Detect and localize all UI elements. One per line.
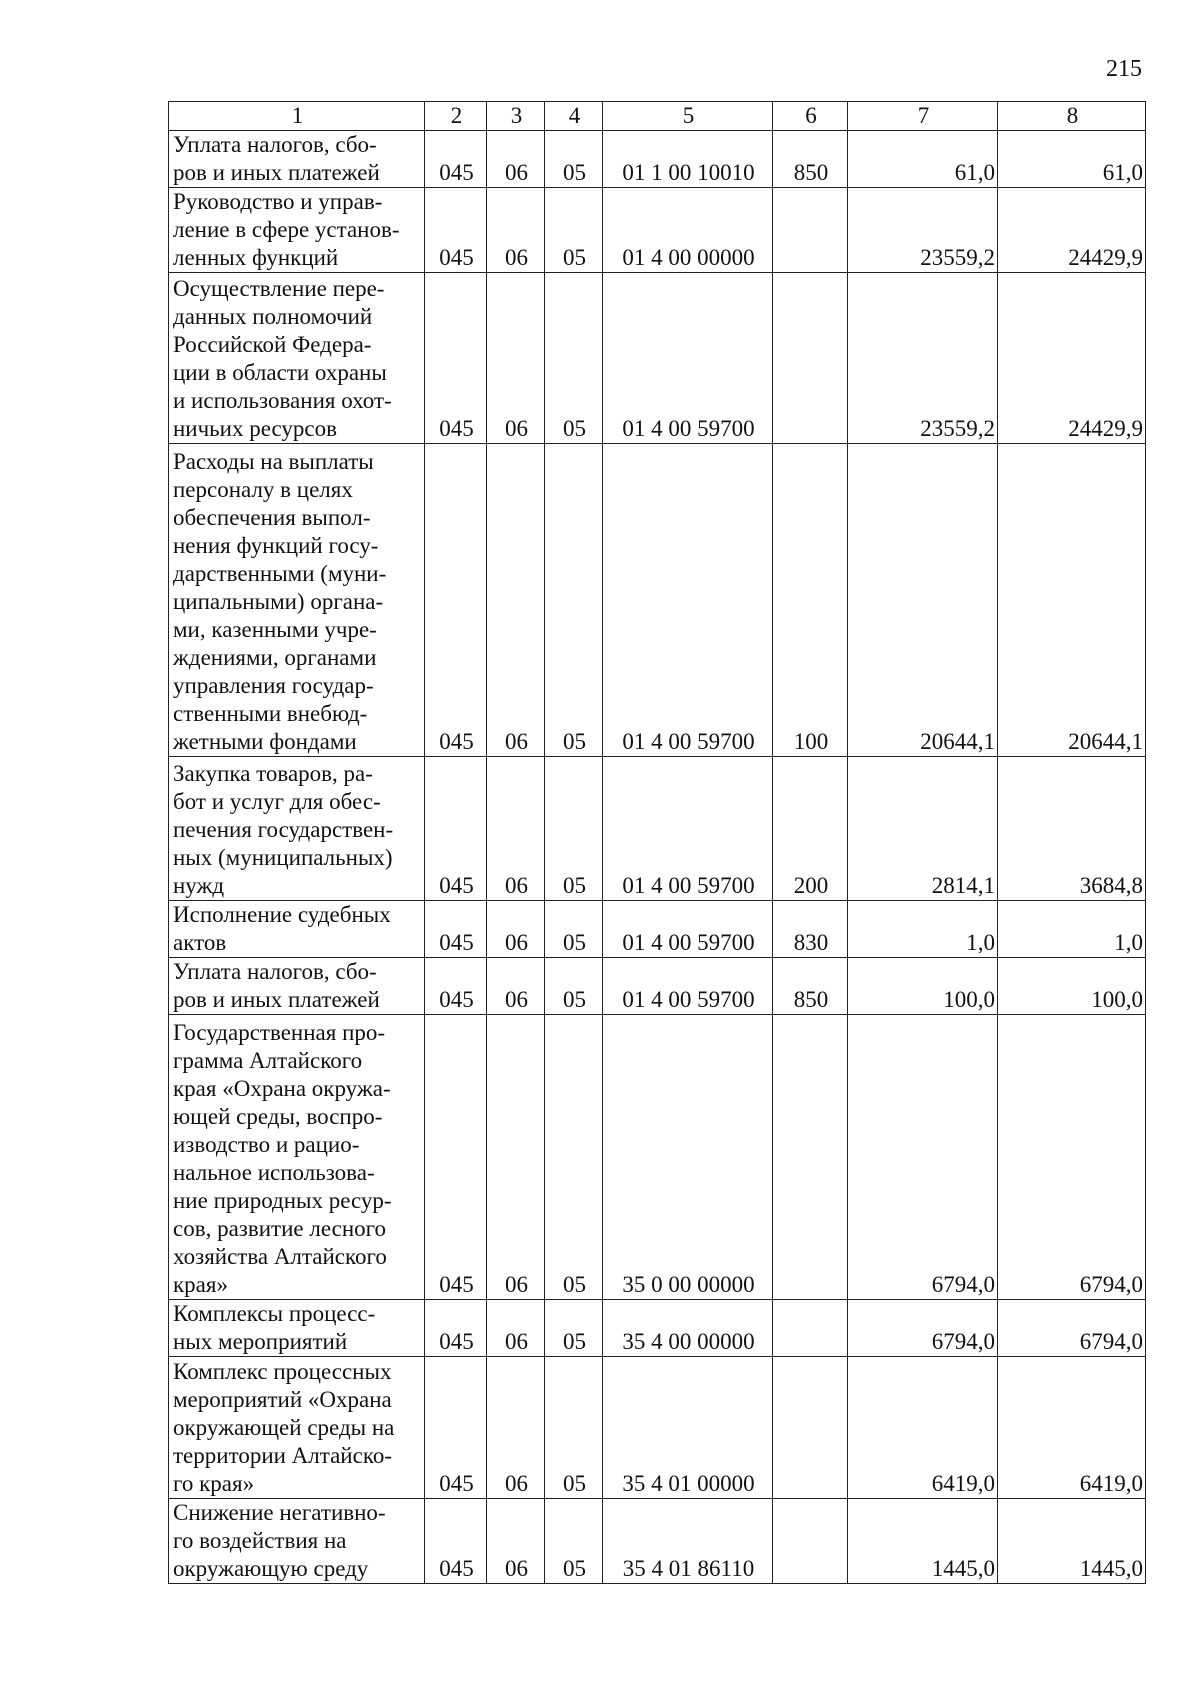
budget-table [168,101,1146,1584]
amount-1: 6794,0 [848,1300,998,1357]
amount-1: 100,0 [848,958,998,1015]
target-code: 35 0 00 00000 [603,1015,773,1300]
section-code: 06 [487,958,545,1015]
subsection-code: 05 [545,188,603,273]
target-code: 01 4 00 59700 [603,273,773,444]
section-code: 06 [487,444,545,757]
subsection-code: 05 [545,273,603,444]
item-name: Государственная про- грамма Алтайского края «Охрана окружа- ющей среды, воспро- изводство и рацио- нальное использова- ние природных ресур- сов, развитие лесного хозяйства Алтайского края» [169,1015,425,1300]
subsection-code: 05 [545,1357,603,1499]
ministry-code: 045 [425,1499,487,1584]
column-header: 3 [487,102,545,131]
amount-2: 61,0 [998,131,1146,188]
amount-2: 100,0 [998,958,1146,1015]
header-row [169,102,1146,131]
page-number: 215 [1106,56,1142,82]
amount-2: 1,0 [998,901,1146,958]
item-name: Расходы на выплаты персоналу в целях обеспечения выпол- нения функций госу- дарственными (муни- ципальными) органа- ми, казенными учре- ждениями, органами управления государ- ственными внебюд- жетными фондами [169,444,425,757]
item-name: Уплата налогов, сбо- ров и иных платежей [169,958,425,1015]
ministry-code: 045 [425,188,487,273]
item-name: Снижение негативно- го воздействия на окружающую среду [169,1499,425,1584]
section-code: 06 [487,131,545,188]
target-code: 35 4 00 00000 [603,1300,773,1357]
table-row [169,444,1146,757]
subsection-code: 05 [545,1499,603,1584]
expense-type-code [773,1300,848,1357]
amount-2: 6794,0 [998,1015,1146,1300]
column-header: 5 [603,102,773,131]
expense-type-code: 830 [773,901,848,958]
amount-2: 20644,1 [998,444,1146,757]
amount-2: 3684,8 [998,757,1146,901]
column-header: 1 [169,102,425,131]
column-header: 8 [998,102,1146,131]
table-row [169,757,1146,901]
subsection-code: 05 [545,1300,603,1357]
target-code: 01 4 00 59700 [603,901,773,958]
table-row [169,273,1146,444]
target-code: 01 4 00 59700 [603,757,773,901]
table-row [169,188,1146,273]
item-name: Уплата налогов, сбо- ров и иных платежей [169,131,425,188]
section-code: 06 [487,757,545,901]
ministry-code: 045 [425,1357,487,1499]
ministry-code: 045 [425,131,487,188]
ministry-code: 045 [425,757,487,901]
subsection-code: 05 [545,131,603,188]
amount-1: 61,0 [848,131,998,188]
section-code: 06 [487,1300,545,1357]
amount-2: 24429,9 [998,273,1146,444]
subsection-code: 05 [545,444,603,757]
section-code: 06 [487,1357,545,1499]
column-header: 6 [773,102,848,131]
column-header: 2 [425,102,487,131]
subsection-code: 05 [545,958,603,1015]
amount-2: 6419,0 [998,1357,1146,1499]
item-name: Закупка товаров, ра- бот и услуг для обес- печения государствен- ных (муниципальных) нужд [169,757,425,901]
subsection-code: 05 [545,757,603,901]
amount-1: 1,0 [848,901,998,958]
ministry-code: 045 [425,958,487,1015]
expense-type-code [773,1499,848,1584]
target-code: 35 4 01 00000 [603,1357,773,1499]
target-code: 01 1 00 10010 [603,131,773,188]
table-row [169,958,1146,1015]
ministry-code: 045 [425,273,487,444]
expense-type-code [773,1015,848,1300]
amount-1: 20644,1 [848,444,998,757]
item-name: Комплексы процесс- ных мероприятий [169,1300,425,1357]
amount-1: 2814,1 [848,757,998,901]
amount-1: 1445,0 [848,1499,998,1584]
ministry-code: 045 [425,901,487,958]
table-row [169,1499,1146,1584]
table-row [169,131,1146,188]
target-code: 01 4 00 59700 [603,444,773,757]
column-header: 4 [545,102,603,131]
item-name: Исполнение судебных актов [169,901,425,958]
section-code: 06 [487,1499,545,1584]
ministry-code: 045 [425,1300,487,1357]
expense-type-code: 100 [773,444,848,757]
target-code: 01 4 00 59700 [603,958,773,1015]
section-code: 06 [487,1015,545,1300]
table-row [169,1015,1146,1300]
item-name: Осуществление пере- данных полномочий Российской Федера- ции в области охраны и использования охот- ничьих ресурсов [169,273,425,444]
amount-2: 24429,9 [998,188,1146,273]
expense-type-code: 850 [773,131,848,188]
item-name: Руководство и управ- ление в сфере установ- ленных функций [169,188,425,273]
amount-1: 23559,2 [848,188,998,273]
expense-type-code [773,1357,848,1499]
expense-type-code [773,188,848,273]
section-code: 06 [487,188,545,273]
subsection-code: 05 [545,1015,603,1300]
target-code: 01 4 00 00000 [603,188,773,273]
section-code: 06 [487,901,545,958]
column-header: 7 [848,102,998,131]
table-row [169,1357,1146,1499]
table-row [169,901,1146,958]
amount-1: 6419,0 [848,1357,998,1499]
target-code: 35 4 01 86110 [603,1499,773,1584]
item-name: Комплекс процессных мероприятий «Охрана окружающей среды на территории Алтайско- го края» [169,1357,425,1499]
expense-type-code: 200 [773,757,848,901]
ministry-code: 045 [425,444,487,757]
amount-2: 1445,0 [998,1499,1146,1584]
expense-type-code: 850 [773,958,848,1015]
amount-2: 6794,0 [998,1300,1146,1357]
section-code: 06 [487,273,545,444]
amount-1: 23559,2 [848,273,998,444]
ministry-code: 045 [425,1015,487,1300]
subsection-code: 05 [545,901,603,958]
expense-type-code [773,273,848,444]
amount-1: 6794,0 [848,1015,998,1300]
table-row [169,1300,1146,1357]
